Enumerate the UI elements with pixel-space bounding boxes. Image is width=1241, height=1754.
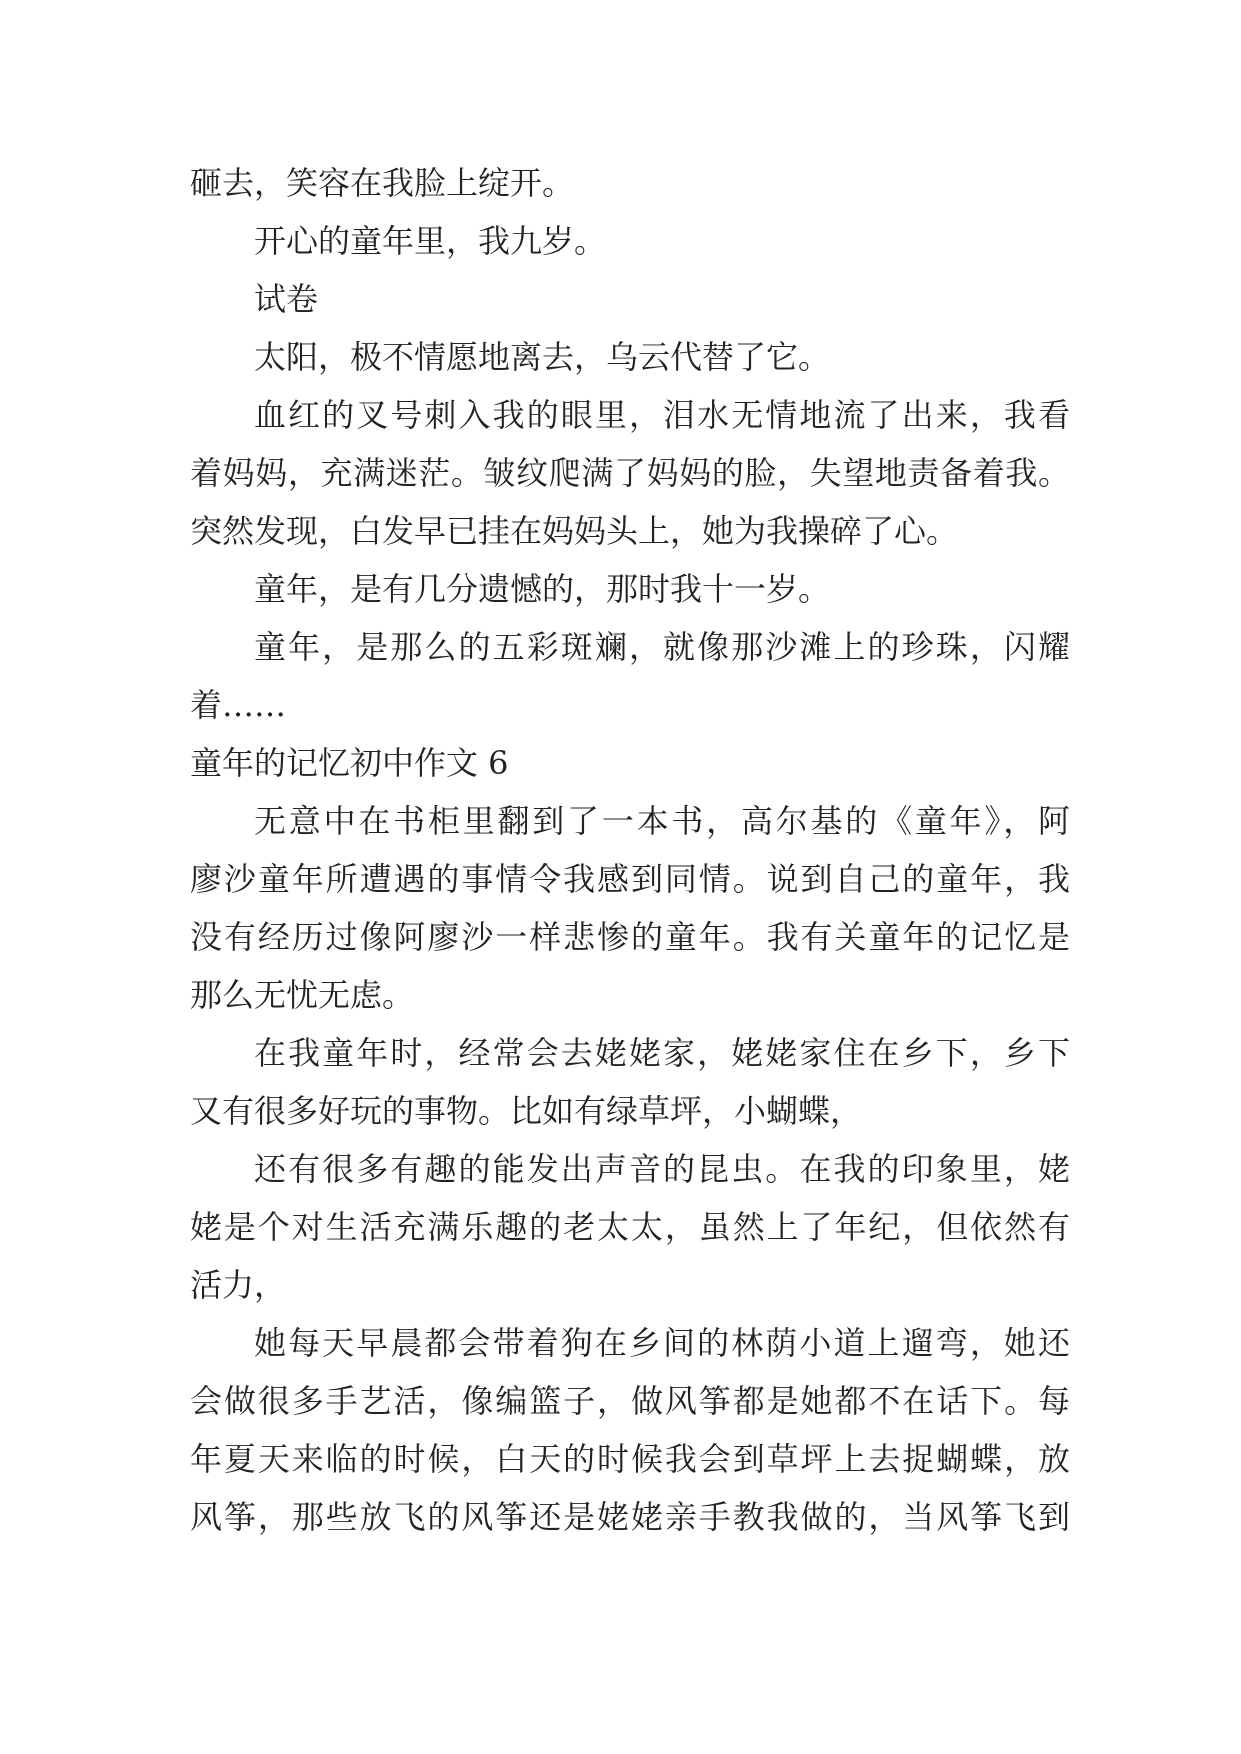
essay-body	[190, 154, 1070, 1546]
text-line: 又有很多好玩的事物。比如有绿草坪，小蝴蝶，	[190, 1092, 863, 1130]
text-line: 童年，是有几分遗憾的，那时我十一岁。	[254, 570, 831, 608]
section-subtitle: 试卷	[254, 280, 319, 318]
text-line: 没有经历过像阿廖沙一样悲惨的童年。我有关童年的记忆是	[190, 918, 1070, 956]
text-line: 突然发现，白发早已挂在妈妈头上，她为我操碎了心。	[190, 512, 959, 550]
text-line: 姥是个对生活充满乐趣的老太太，虽然上了年纪，但依然有	[190, 1208, 1070, 1246]
text-line: 她每天早晨都会带着狗在乡间的林荫小道上遛弯，她还	[254, 1324, 1070, 1362]
text-line: 会做很多手艺活，像编篮子，做风筝都是她都不在话下。每	[190, 1382, 1070, 1420]
text-line: 年夏天来临的时候，白天的时候我会到草坪上去捉蝴蝶，放	[190, 1440, 1070, 1478]
text-line: 太阳，极不情愿地离去，乌云代替了它。	[254, 338, 831, 376]
text-line: 还有很多有趣的能发出声音的昆虫。在我的印象里，姥	[254, 1150, 1070, 1188]
text-line: 风筝，那些放飞的风筝还是姥姥亲手教我做的，当风筝飞到	[190, 1498, 1070, 1536]
text-line: 活力，	[190, 1266, 287, 1304]
text-line: 着……	[190, 686, 287, 724]
text-line: 砸去，笑容在我脸上绽开。	[190, 164, 575, 202]
text-line: 那么无忧无虑。	[190, 976, 415, 1014]
text-line: 无意中在书柜里翻到了一本书，高尔基的《童年》，阿	[254, 802, 1070, 840]
text-line: 廖沙童年所遭遇的事情令我感到同情。说到自己的童年，我	[190, 860, 1070, 898]
text-line: 血红的叉号刺入我的眼里，泪水无情地流了出来，我看	[254, 396, 1070, 434]
text-line: 童年，是那么的五彩斑斓，就像那沙滩上的珍珠，闪耀	[254, 628, 1070, 666]
essay-title: 童年的记忆初中作文 6	[190, 744, 509, 782]
text-line: 着妈妈，充满迷茫。皱纹爬满了妈妈的脸，失望地责备着我。	[190, 454, 1070, 492]
text-line: 开心的童年里，我九岁。	[254, 222, 607, 260]
text-line: 在我童年时，经常会去姥姥家，姥姥家住在乡下，乡下	[254, 1034, 1070, 1072]
